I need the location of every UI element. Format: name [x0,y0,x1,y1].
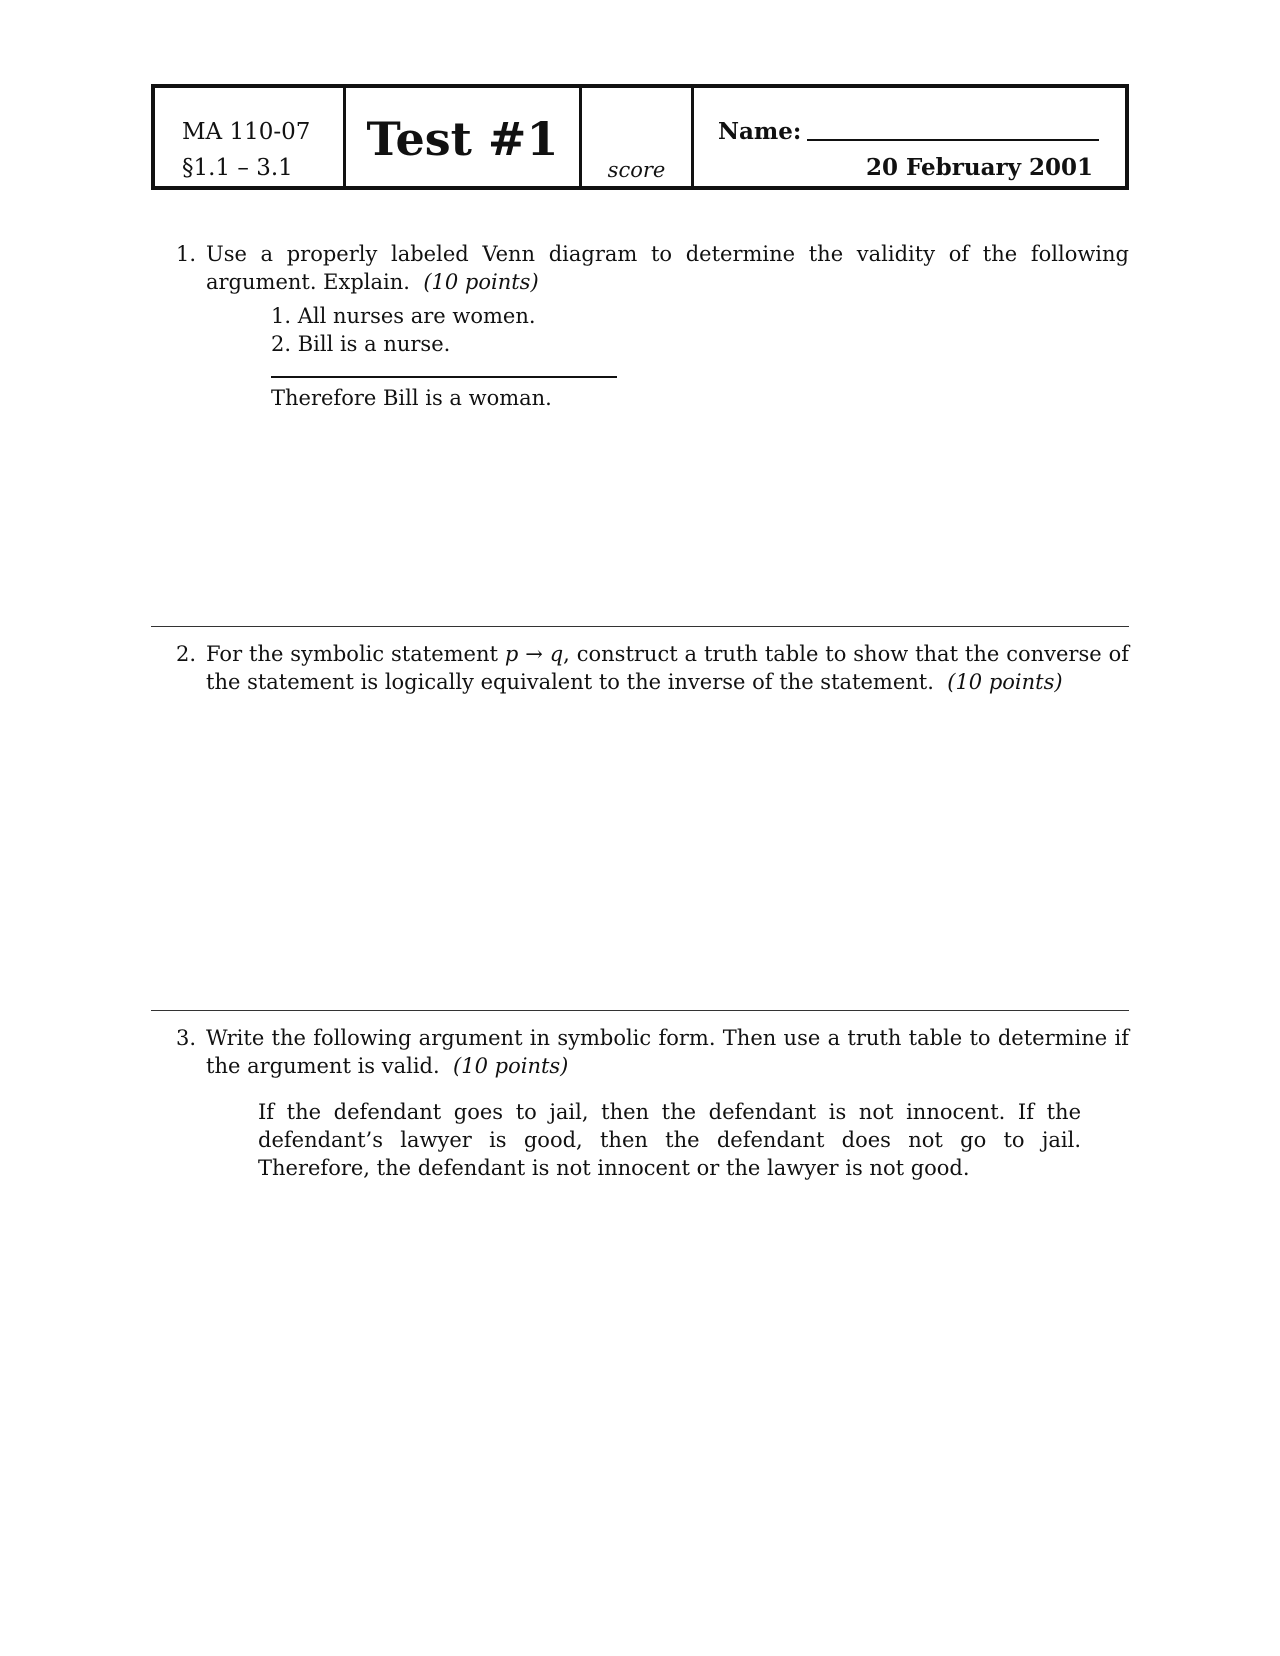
question-prompt-start: For the symbolic statement [206,642,498,666]
course-cell [155,88,343,186]
test-header [151,84,1129,190]
question-text [206,240,1129,296]
course-code: MA 110-07 [182,119,311,145]
question-number: 2. [176,642,197,666]
score-label: score [607,158,666,182]
course-sections: §1.1 – 3.1 [182,155,293,181]
conclusion-rule [271,376,617,378]
question-1 [176,240,1129,296]
name-row [718,118,1099,146]
section-divider [151,1010,1129,1011]
score-cell [579,88,691,186]
argument-conclusion: Therefore Bill is a woman. [271,386,552,410]
title-cell [343,88,579,186]
question-text [206,1024,1129,1080]
question-text [206,640,1129,696]
name-date-cell [691,88,1125,186]
question-prompt-end: , construct a truth table to show that the converse of the statement is logically equivalent to the inverse of the statement. [206,642,1129,694]
premise-2: 2. Bill is a nurse. [271,332,451,356]
question-number: 3. [176,1026,197,1050]
question-3 [176,1024,1129,1080]
test-title: Test #1 [366,112,559,166]
argument-premises [271,302,536,358]
question-2 [176,640,1129,696]
question-points: (10 points) [947,670,1063,694]
question-number: 1. [176,242,197,266]
question-prompt: Write the following argument in symbolic form. Then use a truth table to determine if the argument is valid. [206,1026,1129,1078]
test-date: 20 February 2001 [865,154,1093,181]
question-points: (10 points) [453,1054,569,1078]
name-label: Name: [718,118,802,145]
symbolic-statement: p → q [504,642,564,666]
argument-text: If the defendant goes to jail, then the defendant is not innocent. If the defendant’s lawyer is good, then the defendant does not go to jail. Therefore, the defendant is not innocent or the lawyer is not good. [258,1100,1081,1180]
question-prompt: Use a properly labeled Venn diagram to determine the validity of the following argument. Explain. [206,242,1129,294]
name-blank-line [807,139,1099,141]
question-points: (10 points) [423,270,539,294]
premise-1: 1. All nurses are women. [271,304,536,328]
section-divider [151,626,1129,627]
